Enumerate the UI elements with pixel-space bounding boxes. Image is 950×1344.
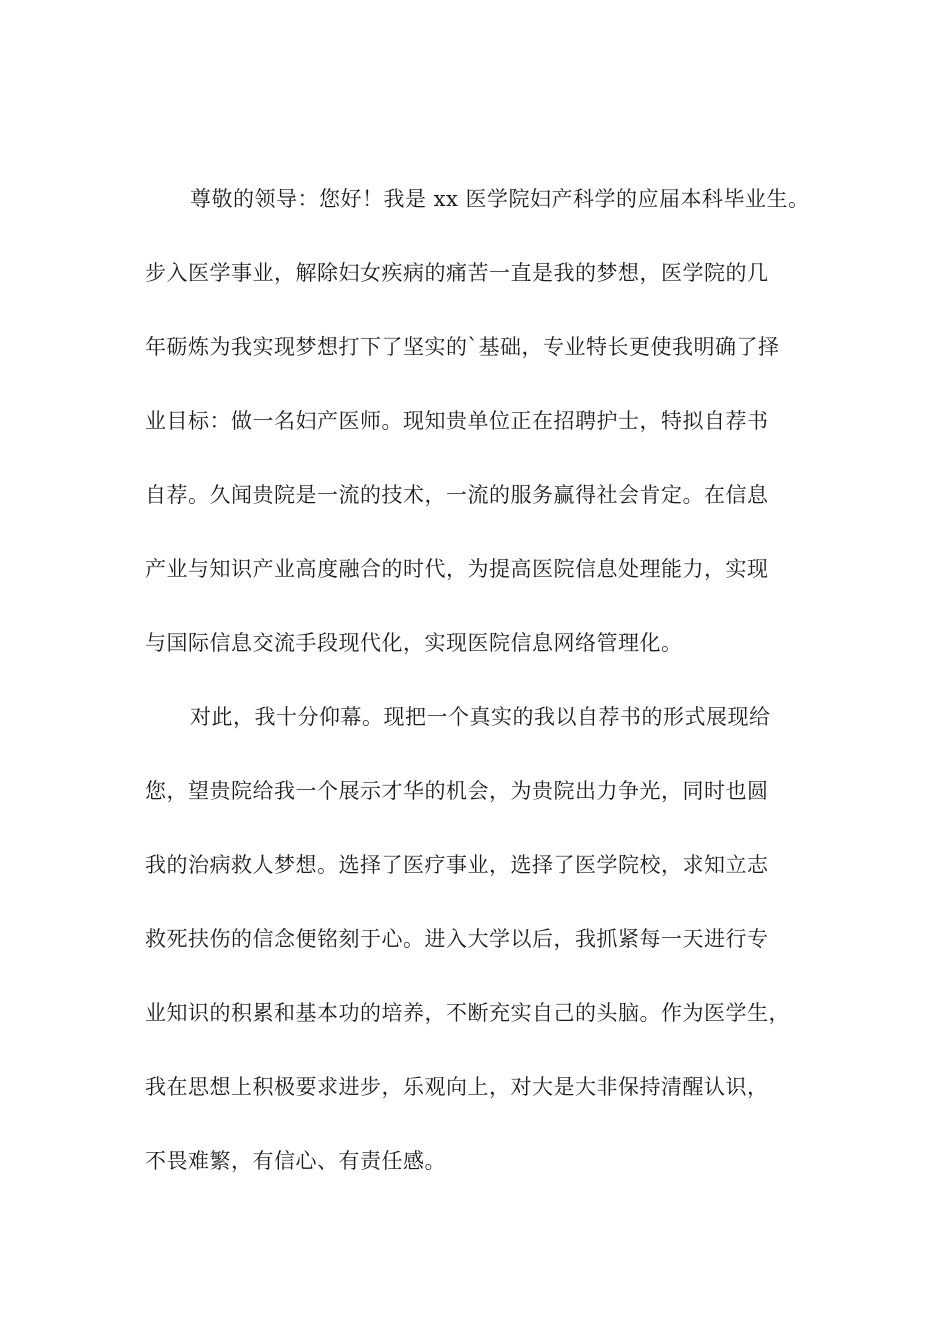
paragraph-1-line-1: 尊敬的领导：您好！我是 xx 医学院妇产科学的应届本科毕业生。 <box>190 187 810 211</box>
paragraph-2-line-5: 业知识的积累和基本功的培养，不断充实自己的头脑。作为医学生， <box>145 1001 790 1025</box>
paragraph-2-line-6: 我在思想上积极要求进步，乐观向上，对大是大非保持清醒认识， <box>145 1075 769 1099</box>
paragraph-1-line-7: 与国际信息交流手段现代化，实现医院信息网络管理化。 <box>145 631 683 655</box>
paragraph-2-line-2: 您，望贵院给我一个展示才华的机会，为贵院出力争光，同时也圆 <box>145 779 769 803</box>
paragraph-2-line-3: 我的治病救人梦想。选择了医疗事业，选择了医学院校，求知立志 <box>145 853 769 877</box>
paragraph-1-line-3: 年砺炼为我实现梦想打下了坚实的`基础，专业特长更使我明确了择 <box>145 335 780 359</box>
paragraph-1-line-2: 步入医学事业，解除妇女疾病的痛苦一直是我的梦想，医学院的几 <box>145 261 769 285</box>
paragraph-1-line-5: 自荐。久闻贵院是一流的技术，一流的服务赢得社会肯定。在信息 <box>145 483 769 507</box>
paragraph-2-line-1: 对此，我十分仰幕。现把一个真实的我以自荐书的形式展现给 <box>190 705 771 729</box>
paragraph-2-line-4: 救死扶伤的信念便铭刻于心。进入大学以后，我抓紧每一天进行专 <box>145 927 769 951</box>
paragraph-1-line-6: 产业与知识产业高度融合的时代，为提高医院信息处理能力，实现 <box>145 557 769 581</box>
paragraph-2-line-7: 不畏难繁，有信心、有责任感。 <box>145 1149 446 1173</box>
paragraph-1-line-4: 业目标：做一名妇产医师。现知贵单位正在招聘护士，特拟自荐书 <box>145 409 769 433</box>
